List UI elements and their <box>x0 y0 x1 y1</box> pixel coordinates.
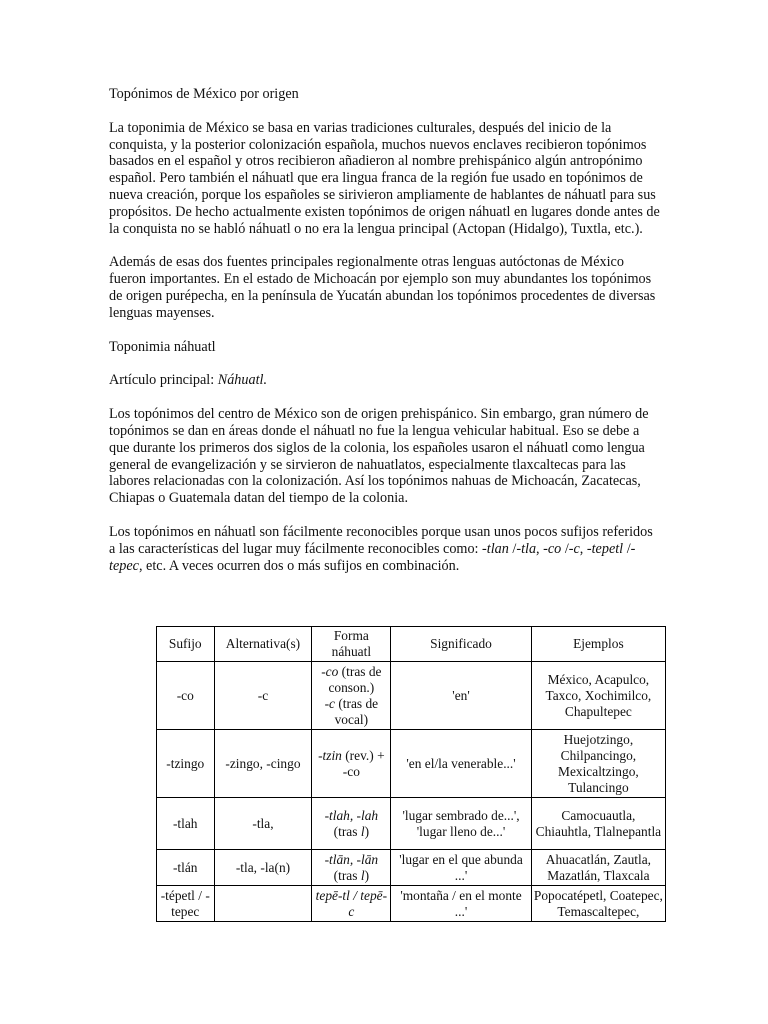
suffix-tepetl: -tepetl <box>586 540 624 557</box>
forma-text: (tras de conson.) <box>328 663 382 695</box>
forma-italic: tepē-tl / tepē-c <box>315 887 388 919</box>
cell-ejemplos: Popocatépetl, Coatepec, Temascaltepec, <box>531 886 665 922</box>
cell-ejemplos: México, Acapulco, Taxco, Xochimilco, Chapultepec <box>531 662 665 730</box>
header-alternativa: Alternativa(s) <box>214 627 312 662</box>
forma-text: (tras <box>333 823 361 839</box>
cell-alternativa: -zingo, -cingo <box>214 730 312 798</box>
paragraph-intro: La toponimia de México se basa en varias tradiciones culturales, después del inicio de la conquista, y la posterior colonización española, muchos nuevos enclaves recibieron topónimos basados en el español y otros recibieron añadieron al nombre prehispánico algún antropónimo español. Pero también el náhuatl que era lingua franca de la región fue usado en topónimos de nueva creación, porque los españoles se sirivieron ampliamente de hablantes de náhuatl para sus propósitos. De hecho actualmente existen topónimos de origen náhuatl en lugares donde antes de la conquista no se habló náhuatl o no era la lengua principal (Actopan (Hidalgo), Tuxtla, etc.). <box>109 119 660 237</box>
table-row <box>157 850 666 886</box>
main-article-link[interactable]: Náhuatl. <box>217 372 268 389</box>
suffix-text-end: , etc. A veces ocurren dos o más sufijos en combinación. <box>138 557 460 574</box>
cell-significado: 'lugar sembrado de...', 'lugar lleno de...' <box>391 798 532 850</box>
suffix-tepec: -tepec <box>109 540 636 574</box>
suffix-table <box>156 626 666 922</box>
table-row <box>157 798 666 850</box>
cell-significado: 'en el/la venerable...' <box>391 730 532 798</box>
suffix-c: -c <box>568 540 580 557</box>
header-significado: Significado <box>391 627 532 662</box>
cell-forma <box>312 886 391 922</box>
table-row <box>157 730 666 798</box>
cell-sufijo: -tlán <box>157 850 215 886</box>
main-article-prefix: Artículo principal: <box>109 372 218 389</box>
cell-significado: 'en' <box>391 662 532 730</box>
cell-forma <box>312 730 391 798</box>
paragraph-other-languages: Además de esas dos fuentes principales regionalmente otras lenguas autóctonas de México fueron importantes. En el estado de Michoacán por ejemplo son muy abundantes los topónimos de origen purépecha, en la península de Yucatán abundan los topónimos procedentes de diversas lenguas mayenses. <box>109 254 656 321</box>
forma-text: (tras de vocal) <box>334 695 379 727</box>
suffix-separator: / <box>508 540 517 557</box>
header-ejemplos: Ejemplos <box>531 627 665 662</box>
cell-significado: 'montaña / en el monte ...' <box>391 886 532 922</box>
table-row <box>157 662 666 730</box>
suffix-separator: , <box>536 540 544 557</box>
suffix-separator: / <box>623 540 631 557</box>
suffix-tla: -tla <box>516 540 537 557</box>
cell-ejemplos: Huejotzingo, Chilpancingo, Mexicaltzingo, Tulancingo <box>531 730 665 798</box>
document-body <box>109 86 661 574</box>
cell-forma <box>312 662 391 730</box>
forma-text: (rev.) + -co <box>341 747 385 779</box>
header-forma: Forma náhuatl <box>312 627 391 662</box>
cell-alternativa: -tla, <box>214 798 312 850</box>
cell-alternativa: -c <box>214 662 312 730</box>
forma-text: ) <box>364 823 370 839</box>
cell-alternativa <box>214 886 312 922</box>
forma-italic: -tzin <box>318 747 342 763</box>
cell-sufijo: -tlah <box>157 798 215 850</box>
header-sufijo: Sufijo <box>157 627 215 662</box>
main-article-line <box>109 372 661 389</box>
cell-sufijo: -tépetl / -tepec <box>157 886 215 922</box>
forma-text: (tras <box>333 867 361 883</box>
suffix-text-intro: Los topónimos en náhuatl son fácilmente reconocibles porque usan unos pocos sufijos referidos a las características del lugar muy fácilmente reconocibles como: <box>109 523 653 557</box>
cell-ejemplos: Camocuautla, Chiauhtla, Tlalnepantla <box>531 798 665 850</box>
document-title: Topónimos de México por origen <box>109 86 299 102</box>
forma-italic: l <box>360 867 365 883</box>
suffix-co: -co <box>543 540 562 557</box>
cell-ejemplos: Ahuacatlán, Zautla, Mazatlán, Tlaxcala <box>531 850 665 886</box>
cell-forma <box>312 798 391 850</box>
suffix-separator: / <box>561 540 569 557</box>
section-heading: Toponimia náhuatl <box>109 338 216 355</box>
forma-italic: -tlah, -lah <box>324 807 379 823</box>
cell-forma <box>312 850 391 886</box>
table-header-row <box>157 627 666 662</box>
forma-italic: -tlān, -lān <box>324 851 379 867</box>
paragraph-suffixes <box>109 524 661 574</box>
forma-text: ) <box>364 867 370 883</box>
cell-sufijo: -co <box>157 662 215 730</box>
cell-sufijo: -tzingo <box>157 730 215 798</box>
forma-italic: l <box>360 823 365 839</box>
forma-italic: -co <box>321 663 339 679</box>
table-row <box>157 886 666 922</box>
cell-significado: 'lugar en el que abunda ...' <box>391 850 532 886</box>
cell-alternativa: -tla, -la(n) <box>214 850 312 886</box>
forma-italic: -c <box>324 695 335 711</box>
suffix-tlan: -tlan <box>482 540 509 557</box>
suffix-separator: , <box>579 540 587 557</box>
paragraph-central-mexico: Los topónimos del centro de México son de origen prehispánico. Sin embargo, gran número de topónimos se dan en áreas donde el náhuatl no fue la lengua vehicular habitual. Eso se debe a que durante los primeros dos siglos de la colonia, los españoles usaron el náhuatl como lengua general de evangelización y se sirvieron de nahuatlatos, especialmente tlaxcaltecas para las labores relacionadas con la colonización. Así los topónimos nahuas de Michoacán, Zacatecas, Chiapas o Guatemala datan del tiempo de la colonia. <box>109 406 649 507</box>
